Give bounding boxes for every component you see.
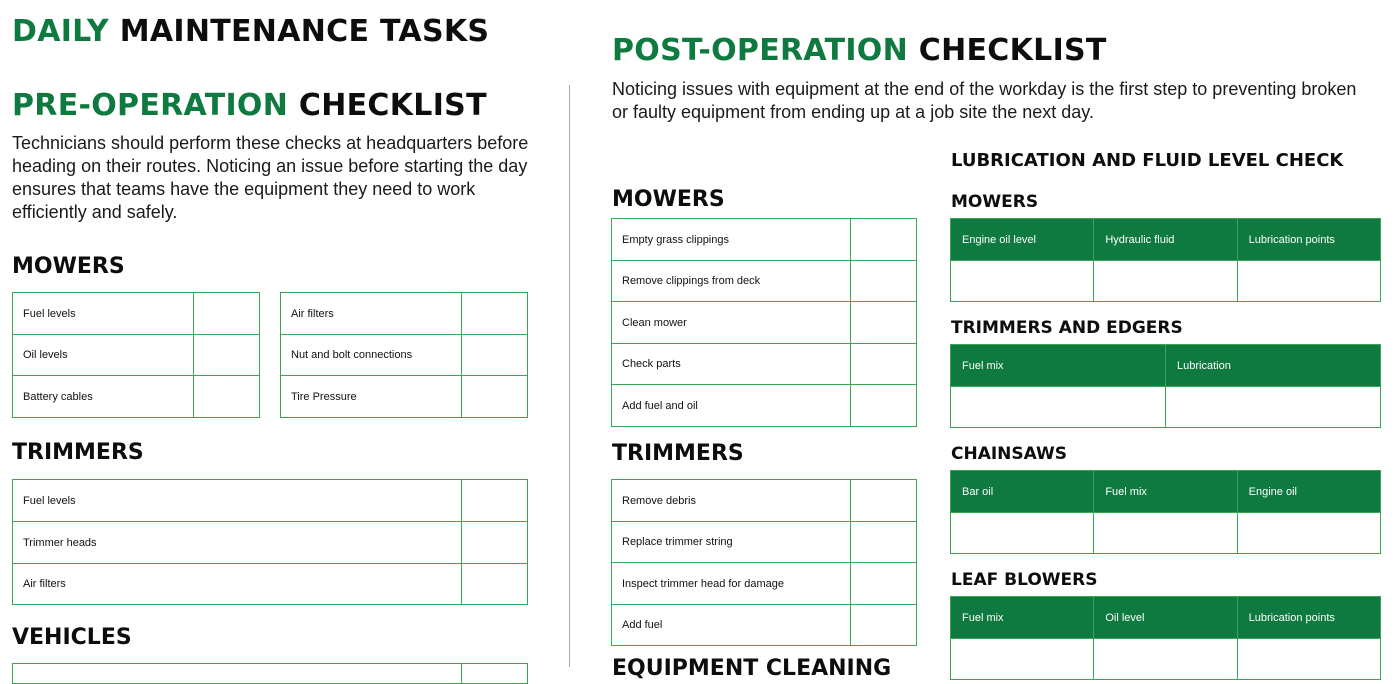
input-row [951,639,1381,680]
title-main: MAINTENANCE TASKS [119,14,490,49]
check-box[interactable] [462,564,528,605]
checklist-item [13,664,462,684]
lub-chainsaws-table [950,470,1381,554]
lubrication-heading: LUBRICATION AND FLUID LEVEL CHECK [951,150,1344,171]
post-op-title-accent: POST-OPERATION [612,33,909,68]
header-row [951,345,1381,387]
checklist-item: Air filters [281,293,462,335]
entry-cell[interactable] [1094,639,1237,680]
column-header: Lubrication [1166,345,1381,387]
column-header: Lubrication points [1237,219,1380,261]
check-box[interactable] [194,335,260,376]
column-divider [569,85,570,667]
checklist-item: Replace trimmer string [612,522,851,563]
entry-cell[interactable] [951,513,1094,554]
check-box[interactable] [851,522,917,563]
post-op-trimmers-table [611,479,917,646]
table-row [281,376,528,418]
pre-op-title-main: CHECKLIST [298,88,487,123]
column-header: Hydraulic fluid [1094,219,1237,261]
post-operation-description: Noticing issues with equipment at the end of the workday is the first step to preventing broken or faulty equipment from ending up at a job site the next day. [612,79,1357,122]
checklist-item: Battery cables [13,376,194,418]
table-row [281,335,528,376]
checklist-item: Oil levels [13,335,194,376]
checklist-item: Trimmer heads [13,522,462,564]
column-header: Fuel mix [951,597,1094,639]
entry-cell[interactable] [1237,639,1380,680]
input-row [951,387,1381,428]
pre-op-mowers-heading: MOWERS [12,254,125,279]
lub-mowers-table [950,218,1381,302]
checklist-item: Inspect trimmer head for damage [612,563,851,605]
check-box[interactable] [851,219,917,261]
check-box[interactable] [851,385,917,427]
checklist-item: Tire Pressure [281,376,462,418]
entry-cell[interactable] [951,639,1094,680]
pre-op-vehicles-heading: VEHICLES [12,625,132,650]
entry-cell[interactable] [1166,387,1381,428]
checklist-item: Add fuel [612,605,851,646]
checklist-item: Add fuel and oil [612,385,851,427]
check-box[interactable] [462,376,528,418]
column-header: Oil level [1094,597,1237,639]
checklist-item: Air filters [13,564,462,605]
table-row [13,335,260,376]
column-header: Lubrication points [1237,597,1380,639]
header-row [951,219,1381,261]
table-row [612,522,917,563]
check-box[interactable] [851,261,917,302]
table-row [13,564,528,605]
entry-cell[interactable] [951,387,1166,428]
checklist-item: Clean mower [612,302,851,344]
lub-mowers-heading: MOWERS [951,192,1039,212]
checklist-item: Nut and bolt connections [281,335,462,376]
check-box[interactable] [462,335,528,376]
entry-cell[interactable] [1237,261,1380,302]
lub-trimmers-edgers-table [950,344,1381,428]
post-op-trimmers-heading: TRIMMERS [612,441,744,466]
lub-leaf-blowers-heading: LEAF BLOWERS [951,570,1098,590]
checklist-item: Remove debris [612,480,851,522]
table-row [612,302,917,344]
pre-op-title-accent: PRE-OPERATION [12,88,289,123]
check-box[interactable] [194,293,260,335]
check-box[interactable] [462,480,528,522]
table-row [612,480,917,522]
table-row [612,261,917,302]
lub-chainsaws-heading: CHAINSAWS [951,444,1068,464]
table-row [13,480,528,522]
column-header: Engine oil [1237,471,1380,513]
check-box[interactable] [851,344,917,385]
post-op-title-main: CHECKLIST [918,33,1107,68]
check-box[interactable] [851,302,917,344]
table-row [13,293,260,335]
checklist-item: Empty grass clippings [612,219,851,261]
pre-operation-description: Technicians should perform these checks at headquarters before heading on their routes. Noticing an issue before starting the day ensures that teams have the equipment they need to work efficiently and safely. [12,133,529,222]
table-row [612,605,917,646]
table-row [612,219,917,261]
table-row [13,522,528,564]
pre-op-mowers-table-right [280,292,528,418]
table-row [612,344,917,385]
post-op-mowers-heading: MOWERS [612,187,725,212]
check-box[interactable] [462,664,528,684]
column-header: Fuel mix [951,345,1166,387]
page-title [12,14,490,49]
column-header: Bar oil [951,471,1094,513]
entry-cell[interactable] [1094,513,1237,554]
header-row [951,471,1381,513]
check-box[interactable] [194,376,260,418]
table-row [612,385,917,427]
post-operation-title [612,33,1107,68]
table-row [612,563,917,605]
post-op-mowers-table [611,218,917,427]
check-box[interactable] [851,563,917,605]
entry-cell[interactable] [1237,513,1380,554]
column-header: Fuel mix [1094,471,1237,513]
check-box[interactable] [462,293,528,335]
table-row [13,376,260,418]
lub-trimmers-edgers-heading: TRIMMERS AND EDGERS [951,318,1183,338]
pre-op-trimmers-heading: TRIMMERS [12,440,144,465]
header-row [951,597,1381,639]
table-row [13,664,528,684]
input-row [951,513,1381,554]
entry-cell[interactable] [951,261,1094,302]
equipment-cleaning-heading: EQUIPMENT CLEANING [612,656,892,681]
table-row [281,293,528,335]
checklist-item: Check parts [612,344,851,385]
check-box[interactable] [851,480,917,522]
entry-cell[interactable] [1094,261,1237,302]
pre-op-trimmers-table [12,479,528,605]
lub-leaf-blowers-table [950,596,1381,680]
checklist-item: Remove clippings from deck [612,261,851,302]
check-box[interactable] [462,522,528,564]
pre-operation-title [12,88,487,123]
input-row [951,261,1381,302]
pre-op-vehicles-table [12,663,528,684]
title-accent: DAILY [12,14,109,49]
checklist-item: Fuel levels [13,480,462,522]
pre-op-mowers-table-left [12,292,260,418]
checklist-item: Fuel levels [13,293,194,335]
column-header: Engine oil level [951,219,1094,261]
check-box[interactable] [851,605,917,646]
